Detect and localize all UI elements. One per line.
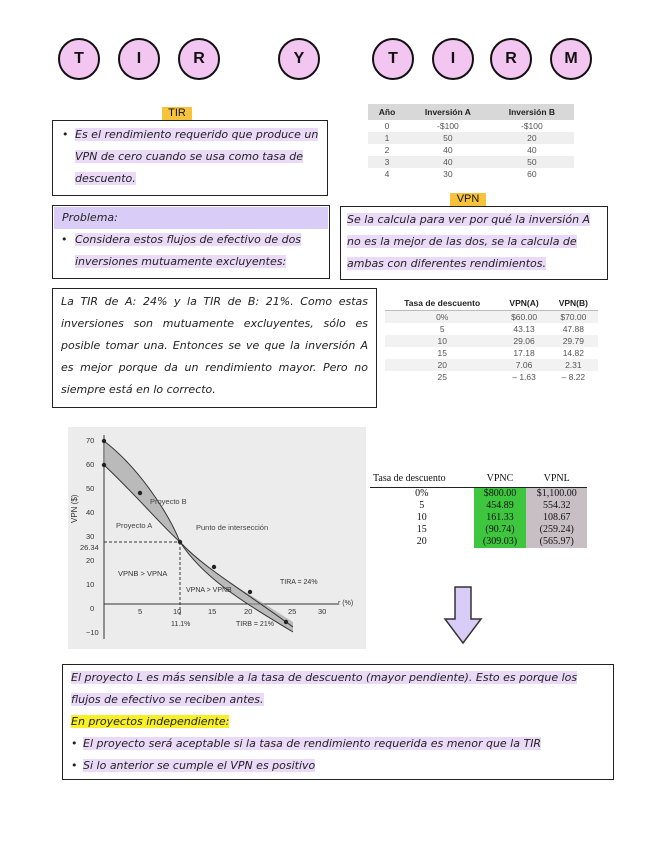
tir-definition-box: • Es el rendimiento requerido que produce un VPN de cero cuando se usa como tasa de descuento.: [52, 120, 328, 196]
table-row: 0% $60.00 $70.00: [385, 311, 598, 324]
projects-cl-table: [370, 470, 587, 548]
npv-profile-graph: VPN ($) 70 60 50 40 30 26.34 20 10 0 −10 5 10 15 20 25 30 r (%) Proyecto B Proyecto A Punto de intersección VPNB > VPNA VPNA > VPNB TIRA = 24% TIRB = 21% 11.1%: [68, 427, 366, 649]
label-vpna-gt: VPNA > VPNB: [186, 587, 232, 594]
tir-tag: TIR: [162, 107, 192, 121]
title-circle-m: M: [550, 38, 592, 80]
title-circle-r: R: [178, 38, 220, 80]
table-row: 10 29.06 29.79: [385, 335, 598, 347]
down-arrow-icon: [443, 585, 483, 645]
table-header: VPN(A): [499, 296, 548, 311]
graph-ylabel: VPN ($): [70, 494, 79, 523]
label-tira: TIRA = 24%: [280, 579, 318, 586]
table-row: 20 7.06 2.31: [385, 359, 598, 371]
label-vpnb-gt: VPNB > VPNA: [118, 569, 168, 578]
table-header: Inversión A: [406, 104, 490, 120]
table-row: 10 161.33 108.67: [370, 512, 587, 524]
title-circle-i: I: [118, 38, 160, 80]
title-circle-t2: T: [372, 38, 414, 80]
bullet-acceptable: El proyecto será aceptable si la tasa de rendimiento requerida es menor que la TIR: [83, 737, 542, 750]
label-interseccion: Punto de intersección: [196, 523, 269, 532]
table-row: 3 40 50: [368, 156, 574, 168]
independent-projects-heading: En proyectos independiente:: [71, 715, 230, 728]
table-row: 5 43.13 47.88: [439, 324, 584, 334]
tir-definition: Es el rendimiento requerido que produce un VPN de cero cuando se usa como tasa de descuento.: [75, 128, 319, 185]
table-header: Inversión B: [490, 104, 574, 120]
graph-xlabel: r (%): [338, 600, 354, 607]
cash-flows-table: [368, 104, 574, 180]
vpn-text: Se la calcula para ver por qué la inversión A no es la mejor de las dos, se la calcula de ambas con diferentes rendimientos.: [347, 213, 591, 270]
vpn-tag: VPN: [450, 193, 486, 207]
problema-title: Problema:: [54, 207, 328, 229]
title-circle-r2: R: [490, 38, 532, 80]
title-circle-y: Y: [278, 38, 320, 80]
label-cross-x: 11.1%: [171, 621, 191, 628]
table-header: Año: [368, 104, 406, 120]
label-tirb: TIRB = 21%: [236, 621, 274, 628]
table-row: 0 -$100 -$100: [384, 121, 543, 131]
bullet-vpn-positive: Si lo anterior se cumple el VPN es positivo: [83, 759, 316, 772]
table-header: VPNL: [526, 470, 587, 488]
title-circle-i2: I: [432, 38, 474, 80]
label-proyecto-a: Proyecto A: [116, 521, 153, 530]
table-row: 0% $800.00 $1,100.00: [370, 488, 587, 500]
table-header: VPNC: [474, 470, 527, 488]
label-proyecto-b: Proyecto B: [150, 497, 187, 506]
table-row: 4 30 60: [384, 169, 537, 179]
problema-box: Problema: • Considera estos flujos de efectivo de dos inversiones mutuamente excluyentes:: [52, 205, 330, 279]
table-header: VPN(B): [549, 296, 598, 311]
table-row: 2 40 40: [384, 145, 537, 155]
title-circle-t: T: [58, 38, 100, 80]
table-row: 1 50 20: [368, 132, 574, 144]
table-header: Tasa de descuento: [370, 470, 474, 488]
table-row: 25 – 1.63 – 8.22: [437, 372, 586, 382]
conclusion-line1: El proyecto L es más sensible a la tasa de descuento (mayor pendiente). Esto es porque los flujos de efectivo se reciben antes.: [71, 671, 578, 706]
tir-ab-box: [52, 288, 377, 408]
problema-text: Considera estos flujos de efectivo de dos inversiones mutuamente excluyentes:: [75, 233, 302, 268]
table-header: Tasa de descuento: [385, 296, 499, 311]
conclusion-box: El proyecto L es más sensible a la tasa de descuento (mayor pendiente). Esto es porque los flujos de efectivo se reciben antes. En proyectos independiente: • El proyecto será aceptable si la tasa de rendimiento requerida es menor que la TIR • Si lo anterior se cumple el VPN es positivo: [62, 664, 614, 780]
table-row: 5 454.89 554.32: [370, 500, 587, 512]
table-row: 15 17.18 14.82: [437, 348, 584, 358]
table-row: 15 (90.74) (259.24): [370, 524, 587, 536]
vpn-box: [340, 206, 608, 280]
discount-rates-table: [385, 296, 598, 383]
tir-ab-text: La TIR de A: 24% y la TIR de B: 21%. Como estas inversiones son mutuamente excluyentes, sólo es posible tomar una. Entonces se ve que la inversión A es mejor porque da un rendimiento mayor. Pero no siempre está en lo correcto.: [61, 295, 368, 396]
table-row: 20 (309.03) (565.97): [370, 536, 587, 548]
